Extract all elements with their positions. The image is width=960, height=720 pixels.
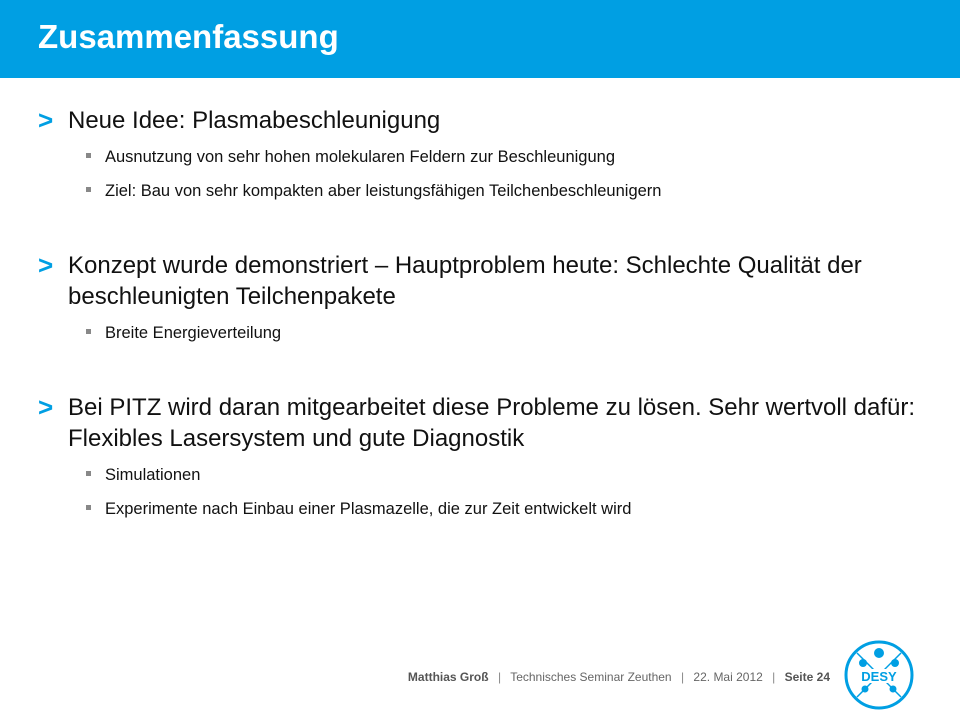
- sub-bullet-list: [86, 146, 918, 202]
- sub-bullet: [86, 498, 918, 520]
- bullet-arrow-icon: >: [38, 105, 54, 135]
- footer-page-number: Seite 24: [784, 670, 830, 684]
- sub-bullet-text: Breite Energieverteilung: [105, 324, 282, 342]
- logo-text: DESY: [861, 669, 897, 684]
- desy-logo-icon: [843, 639, 915, 711]
- bullet-text: Konzept wurde demonstriert – Hauptproblem heute: Schlechte Qualität der beschleunigten Teilchenpakete: [68, 252, 862, 310]
- title-bar: [0, 0, 960, 78]
- square-bullet-icon: [86, 187, 91, 192]
- sub-bullet-text: Ziel: Bau von sehr kompakten aber leistungsfähigen Teilchenbeschleunigern: [105, 182, 662, 200]
- square-bullet-icon: [86, 471, 91, 476]
- sub-bullet-list: [86, 464, 918, 520]
- footer-separator: |: [680, 670, 685, 684]
- bullet-text: Neue Idee: Plasmabeschleunigung: [68, 107, 441, 134]
- bullet-text: Bei PITZ wird daran mitgearbeitet diese Probleme zu lösen. Sehr wertvoll dafür: Flexibles Lasersystem und gute Diagnostik: [68, 394, 916, 452]
- bullet-arrow-icon: >: [38, 250, 54, 280]
- square-bullet-icon: [86, 505, 91, 510]
- bullet-arrow-icon: >: [38, 392, 54, 422]
- footer-separator: |: [772, 670, 776, 684]
- bullet-point-2: [38, 250, 918, 344]
- footer-separator: |: [497, 670, 502, 684]
- bullet-point-1: [38, 105, 918, 202]
- footer-author: Matthias Groß: [407, 670, 489, 684]
- sub-bullet: [86, 322, 918, 344]
- sub-bullet-list: [86, 322, 918, 344]
- footer-event: Technisches Seminar Zeuthen: [510, 670, 672, 684]
- sub-bullet-text: Simulationen: [105, 466, 201, 484]
- square-bullet-icon: [86, 153, 91, 158]
- sub-bullet-text: Experimente nach Einbau einer Plasmazelle, die zur Zeit entwickelt wird: [105, 500, 632, 518]
- footer-date: 22. Mai 2012: [693, 670, 763, 684]
- slide-content: [38, 105, 918, 520]
- sub-bullet: [86, 464, 918, 486]
- bullet-point-3: [38, 392, 918, 520]
- slide-footer: [408, 670, 830, 684]
- sub-bullet: [86, 146, 918, 168]
- sub-bullet-text: Ausnutzung von sehr hohen molekularen Feldern zur Beschleunigung: [105, 148, 615, 166]
- sub-bullet: [86, 180, 918, 202]
- square-bullet-icon: [86, 329, 91, 334]
- slide-title: Zusammenfassung: [38, 18, 339, 55]
